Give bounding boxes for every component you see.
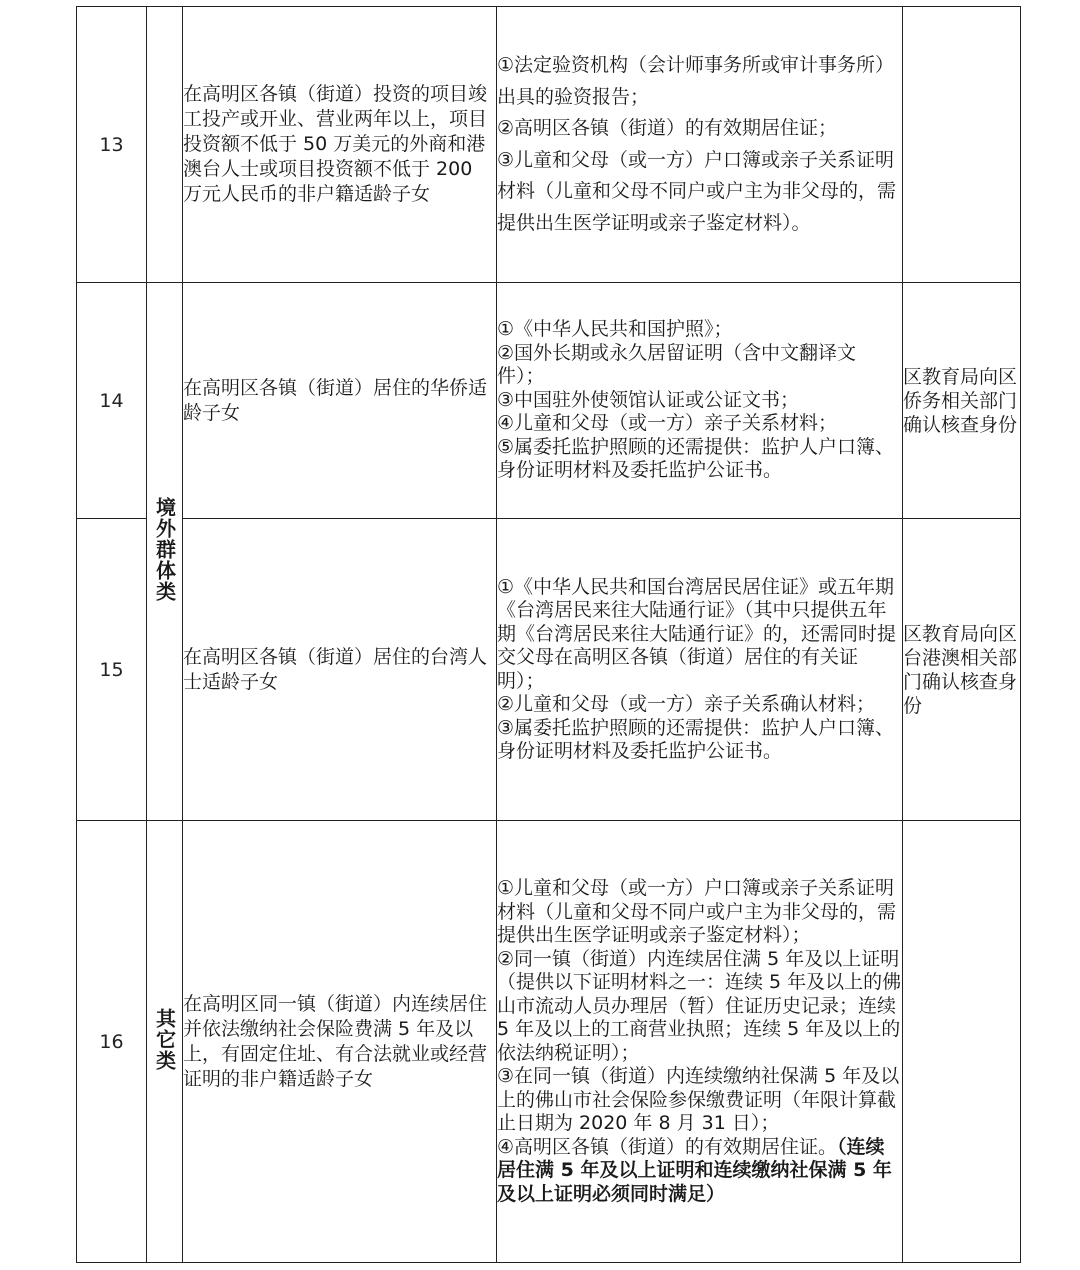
material-item: ①《中华人民共和国护照》；: [497, 318, 733, 341]
material-item: ②同一镇（街道）内连续居住满 5 年及以上证明（提供以下证明材料之一：连续 5 年及以上的佛山市流动人员办理居（暂）住证历史记录；连续 5 年及以上的工商营业执照；连续 5 年及以上的依法纳税证明）；: [497, 947, 902, 1064]
verification-note: 区教育局向区侨务相关部门确认核查身份: [903, 283, 1021, 519]
table-row-14: [77, 283, 1021, 519]
category-overseas: [147, 283, 183, 821]
required-materials: [497, 283, 903, 519]
applicant-description: 在高明区各镇（街道）居住的华侨适龄子女: [183, 283, 497, 519]
material-emphasis: （连续居住满 5 年及以上证明和连续缴纳社保满 5 年及以上证明必须同时满足）: [497, 1135, 892, 1205]
row-number: 16: [77, 821, 147, 1263]
required-materials: [497, 821, 903, 1263]
category-label: 其它类: [152, 1007, 177, 1071]
row-number: 13: [77, 7, 147, 283]
material-item: ②国外长期或永久居留证明（含中文翻译文件）；: [497, 341, 857, 388]
material-item: ①儿童和父母（或一方）户口簿或亲子关系证明材料（儿童和父母不同户或户主为非父母的，需提供出生医学证明或亲子鉴定材料）；: [497, 877, 897, 946]
row-number: 15: [77, 519, 147, 821]
material-item: ③儿童和父母（或一方）户口簿或亲子关系证明材料（儿童和父母不同户或户主为非父母的，需提供出生医学证明或亲子鉴定材料）。: [497, 148, 897, 234]
material-item: ①《中华人民共和国台湾居民居住证》或五年期《台湾居民来往大陆通行证》（其中只提供五年期《台湾居民来往大陆通行证》的，还需同时提交父母在高明区各镇（街道）居住的有关证明）；: [497, 575, 897, 692]
required-materials: [497, 519, 903, 821]
table-row-16: [77, 821, 1021, 1263]
material-item-4: [497, 1136, 902, 1207]
material-item: ③中国驻外使领馆认证或公证文书；: [497, 388, 800, 411]
row-number: 14: [77, 283, 147, 519]
verification-note: 区教育局向区台港澳相关部门确认核查身份: [903, 519, 1021, 821]
category-cell-blank: [147, 7, 183, 283]
material-item: ③在同一镇（街道）内连续缴纳社保满 5 年及以上的佛山市社会保险参保缴费证明（年限计算截止日期为 2020 年 8 月 31 日）；: [497, 1065, 900, 1134]
material-item: ①法定验资机构（会计师事务所或审计事务所）出具的验资报告；: [497, 54, 895, 108]
applicant-description: 在高明区各镇（街道）投资的项目竣工投产或开业、营业两年以上，项目投资额不低于 50 万美元的外商和港澳台人士或项目投资额不低于 200 万元人民币的非户籍适龄子女: [183, 7, 497, 283]
material-item-text: ④高明区各镇（街道）的有效期居住证。: [497, 1135, 838, 1158]
admission-materials-table: [76, 6, 1021, 1263]
applicant-description: 在高明区同一镇（街道）内连续居住并依法缴纳社会保险费满 5 年及以上，有固定住址、有合法就业或经营证明的非户籍适龄子女: [183, 821, 497, 1263]
verification-note: [903, 821, 1021, 1263]
category-other: [147, 821, 183, 1263]
material-item: ⑤属委托监护照顾的还需提供：监护人户口簿、身份证明材料及委托监护公证书。: [497, 435, 895, 482]
table-row-13: [77, 7, 1021, 283]
material-item: ③属委托监护照顾的还需提供：监护人户口簿、身份证明材料及委托监护公证书。: [497, 716, 895, 762]
required-materials: [497, 7, 903, 283]
material-item: ②儿童和父母（或一方）亲子关系确认材料；: [497, 693, 876, 715]
applicant-description: 在高明区各镇（街道）居住的台湾人士适龄子女: [183, 519, 497, 821]
material-item: ②高明区各镇（街道）的有效期居住证；: [497, 117, 838, 139]
category-label: 境外群体类: [152, 496, 177, 602]
verification-note: [903, 7, 1021, 283]
table-row-15: [77, 519, 1021, 821]
material-item: ④儿童和父母（或一方）亲子关系材料；: [497, 412, 838, 435]
